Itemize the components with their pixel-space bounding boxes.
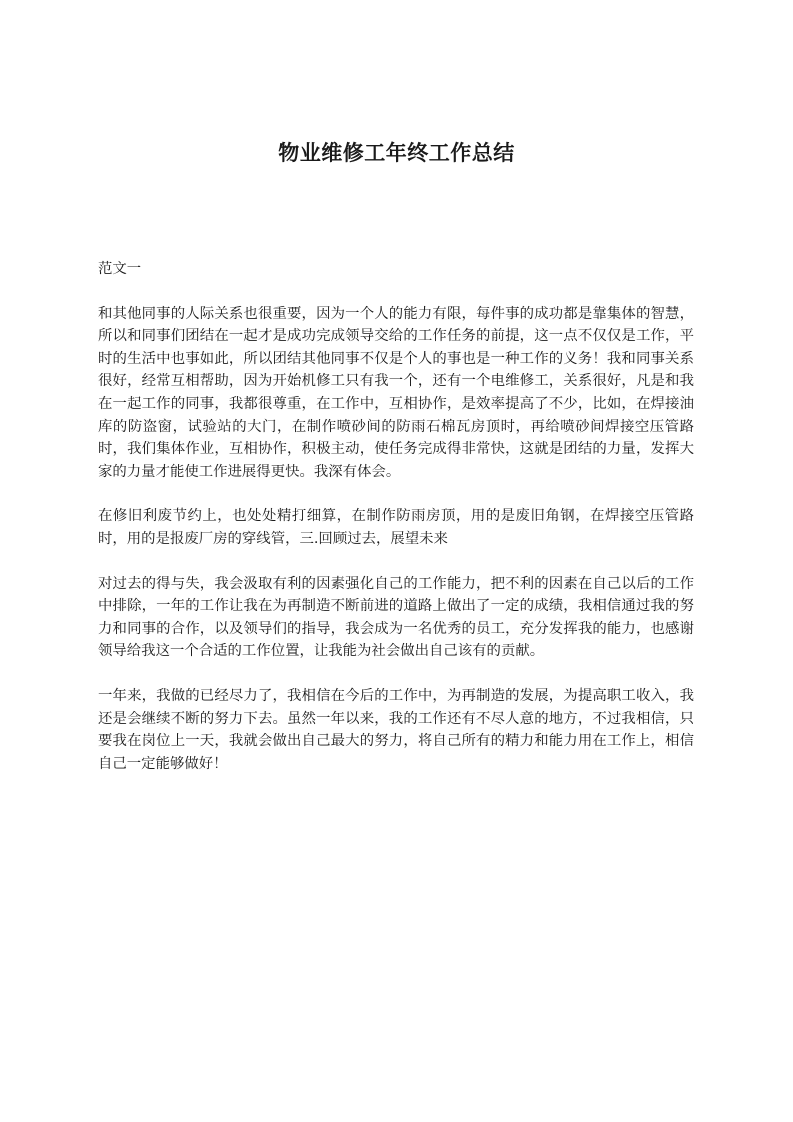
paragraph-review: 对过去的得与失，我会汲取有利的因素强化自己的工作能力，把不利的因素在自己以后的工作中排除，一年的工作让我在为再制造不断前进的道路上做出了一定的成绩，我相信通过我的努力和同事的合作，以及领导们的指导，我会成为一名优秀的员工，充分发挥我的能力，也感谢领导给我这一个合适的工作位置，让我能为社会做出自己该有的贡献。 bbox=[98, 575, 694, 660]
document-body bbox=[98, 258, 694, 797]
paragraph-teamwork: 和其他同事的人际关系也很重要，因为一个人的能力有限，每件事的成功都是靠集体的智慧，所以和同事们团结在一起才是成功完成领导交给的工作任务的前提，这一点不仅仅是工作，平时的生活中也事如此，所以团结其他同事不仅是个人的事也是一种工作的义务！我和同事关系很好，经常互相帮助，因为开始机修工只有我一个，还有一个电维修工，关系很好，凡是和我在一起工作的同事，我都很尊重，在工作中，互相协作，是效率提高了不少，比如，在焊接油库的防盗窗，试验站的大门，在制作喷砂间的防雨石棉瓦房顶时，再给喷砂间焊接空压管路时，我们集体作业，互相协作，积极主动，使任务完成得非常快，这就是团结的力量，发挥大家的力量才能使工作进展得更快。我深有体会。 bbox=[98, 305, 694, 480]
document-title: 物业维修工年终工作总结 bbox=[278, 141, 515, 165]
section-label: 范文一 bbox=[98, 261, 142, 277]
paragraph-saving: 在修旧利废节约上，也处处精打细算，在制作防雨房顶，用的是废旧角钢，在焊接空压管路时，用的是报废厂房的穿线管，三.回顾过去，展望未来 bbox=[98, 508, 694, 547]
paragraph-outlook: 一年来，我做的已经尽力了，我相信在今后的工作中，为再制造的发展，为提高职工收入，我还是会继续不断的努力下去。虽然一年以来，我的工作还有不尽人意的地方，不过我相信，只要我在岗位上一天，我就会做出自己最大的努力，将自己所有的精力和能力用在工作上，相信自己一定能够做好！ bbox=[98, 687, 694, 772]
